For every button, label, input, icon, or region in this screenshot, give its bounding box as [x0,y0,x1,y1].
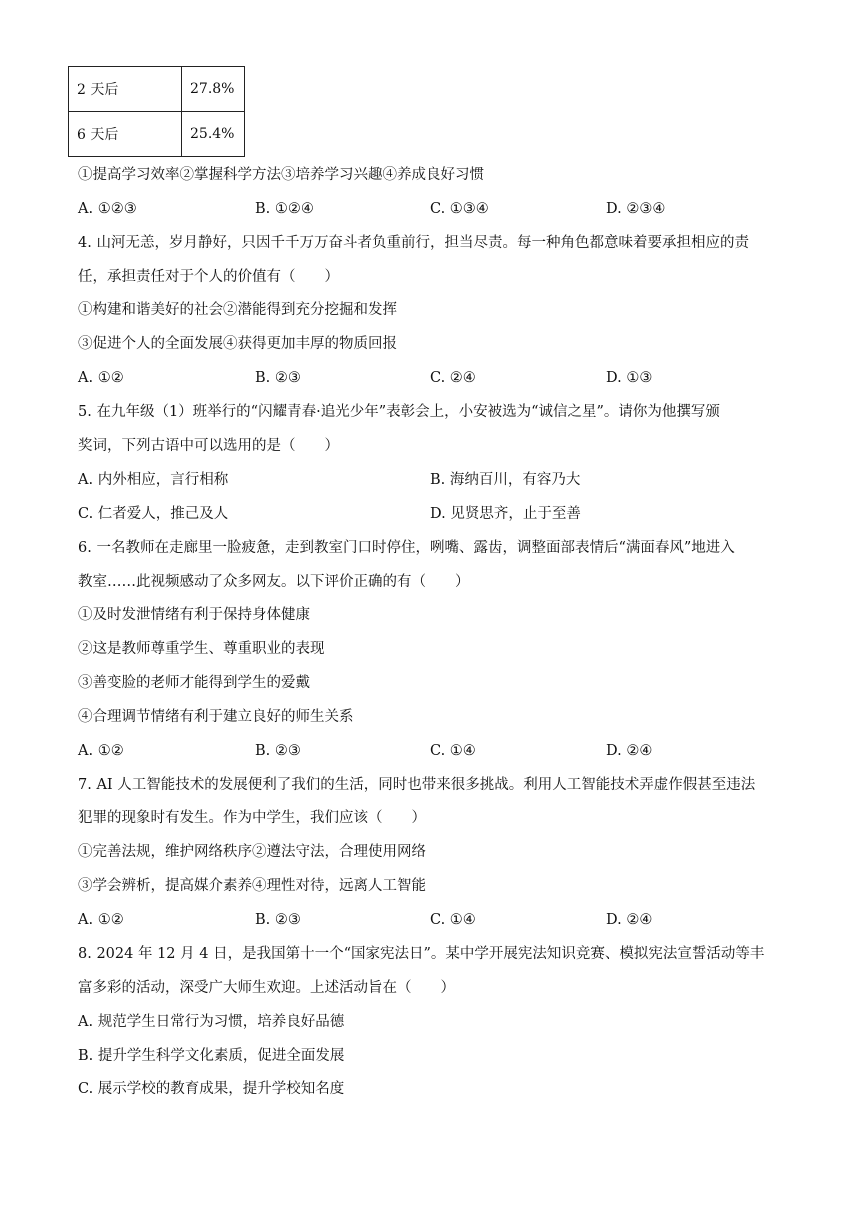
q7-statement-line2: ③学会辨析，提高媒介素养④理性对待，远离人工智能 [78,878,426,894]
q4-stem-line1: 4. 山河无恙，岁月静好，只因千千万万奋斗者负重前行，担当尽责。每一种角色都意味着要承担相应的责 [78,235,749,251]
option-a[interactable]: A. ①②③ [78,201,137,217]
table-cell-time: 2 天后 [69,67,182,112]
q8-option-a[interactable]: A. 规范学生日常行为习惯，培养良好品德 [78,1014,345,1030]
option-a[interactable]: A. 内外相应，言行相称 [78,472,229,488]
q5-stem-line2: 奖词，下列古语中可以选用的是（ ） [78,438,339,454]
q6-statement-1: ①及时发泄情绪有利于保持身体健康 [78,607,310,623]
option-d[interactable]: D. ①③ [606,370,653,386]
q6-stem-line2: 教室……此视频感动了众多网友。以下评价正确的有（ ） [78,574,470,590]
q3-statements: ①提高学习效率②掌握科学方法③培养学习兴趣④养成良好习惯 [78,167,484,183]
q5-options-row2 [78,504,778,524]
q7-statement-line1: ①完善法规，维护网络秩序②遵法守法，合理使用网络 [78,844,426,860]
q4-stem-line2: 任，承担责任对于个人的价值有（ ） [78,269,339,285]
option-c[interactable]: C. ②④ [430,370,476,386]
q5-stem-line1: 5. 在九年级（1）班举行的“闪耀青春·追光少年”表彰会上，小安被选为“诚信之星”。请你为他撰写颁 [78,404,720,420]
option-d[interactable]: D. ②④ [606,912,653,928]
q6-stem-line1: 6. 一名教师在走廊里一脸疲惫，走到教室门口时停住，咧嘴、露齿，调整面部表情后“满面春风”地进入 [78,540,735,556]
q8-stem-line2: 富多彩的活动，深受广大师生欢迎。上述活动旨在（ ） [78,980,455,996]
q6-options [78,741,778,761]
option-b[interactable]: B. ②③ [255,912,301,928]
option-d[interactable]: D. ②④ [606,743,653,759]
q7-options [78,910,778,930]
q7-stem-line1: 7. AI 人工智能技术的发展便利了我们的生活，同时也带来很多挑战。利用人工智能技术弄虚作假甚至违法 [78,777,756,793]
option-b[interactable]: B. ②③ [255,743,301,759]
option-a[interactable]: A. ①② [78,912,124,928]
table-row [69,112,245,157]
q8-stem-line1: 8. 2024 年 12 月 4 日，是我国第十一个“国家宪法日”。某中学开展宪法知识竞赛、模拟宪法宣誓活动等丰 [78,946,765,962]
option-a[interactable]: A. ①② [78,743,124,759]
q6-statement-2: ②这是教师尊重学生、尊重职业的表现 [78,641,325,657]
table-row [69,67,245,112]
option-b[interactable]: B. 海纳百川，有容乃大 [430,472,581,488]
table-cell-value: 25.4% [182,112,245,157]
option-c[interactable]: C. ①④ [430,912,476,928]
option-c[interactable]: C. ①④ [430,743,476,759]
table-cell-time: 6 天后 [69,112,182,157]
option-a[interactable]: A. ①② [78,370,124,386]
option-d[interactable]: D. 见贤思齐，止于至善 [430,506,581,522]
option-d[interactable]: D. ②③④ [606,201,666,217]
q3-options [78,199,778,219]
q6-statement-3: ③善变脸的老师才能得到学生的爱戴 [78,675,310,691]
option-b[interactable]: B. ①②④ [255,201,314,217]
option-c[interactable]: C. 仁者爱人，推己及人 [78,506,229,522]
table-cell-value: 27.8% [182,67,245,112]
q7-stem-line2: 犯罪的现象时有发生。作为中学生，我们应该（ ） [78,810,426,826]
q8-option-c[interactable]: C. 展示学校的教育成果，提升学校知名度 [78,1081,345,1097]
retention-table [68,66,245,157]
option-b[interactable]: B. ②③ [255,370,301,386]
q4-statement-line2: ③促进个人的全面发展④获得更加丰厚的物质回报 [78,336,397,352]
q8-option-b[interactable]: B. 提升学生科学文化素质，促进全面发展 [78,1048,345,1064]
q4-options [78,368,778,388]
q6-statement-4: ④合理调节情绪有利于建立良好的师生关系 [78,709,354,725]
q4-statement-line1: ①构建和谐美好的社会②潜能得到充分挖掘和发挥 [78,302,397,318]
option-c[interactable]: C. ①③④ [430,201,489,217]
q5-options-row1 [78,470,778,490]
